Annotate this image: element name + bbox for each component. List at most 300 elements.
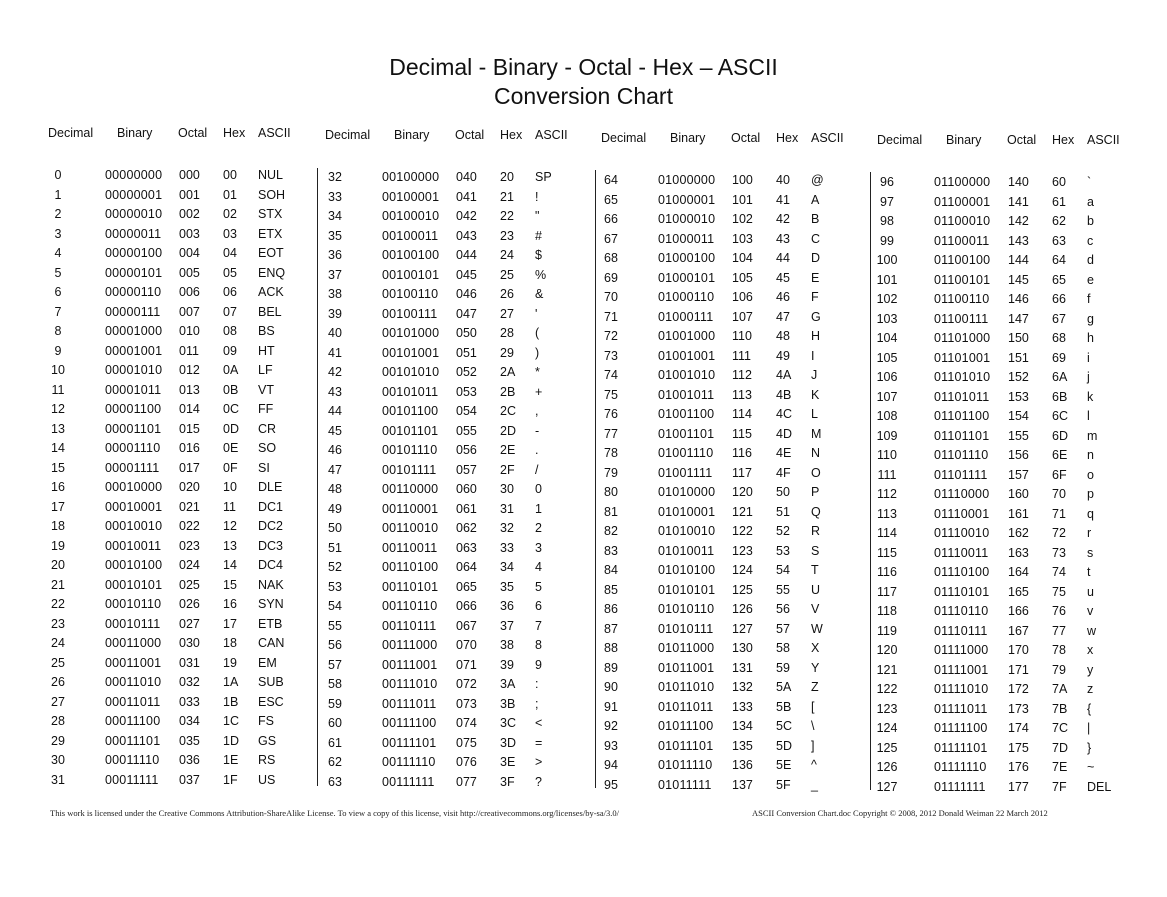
- decimal-value: 78: [604, 446, 618, 460]
- binary-value: 01101011: [934, 389, 990, 404]
- header-binary: Binary: [117, 126, 153, 140]
- binary-value: 01100000: [934, 175, 991, 189]
- decimal-value: 118: [877, 604, 897, 618]
- hex-value: 36: [500, 599, 514, 613]
- decimal-value: 98: [880, 214, 894, 228]
- binary-value: 00111111: [382, 774, 435, 789]
- decimal-value: 86: [604, 602, 618, 616]
- ascii-value: SYN: [258, 597, 284, 611]
- decimal-value: 67: [604, 231, 618, 246]
- decimal-value: 20: [51, 558, 65, 572]
- hex-value: 09: [223, 343, 237, 358]
- decimal-value: 25: [51, 655, 65, 670]
- hex-value: 73: [1052, 545, 1066, 560]
- decimal-value: 55: [328, 618, 342, 633]
- octal-value: 106: [732, 290, 753, 304]
- ascii-value: 7: [535, 618, 542, 633]
- binary-value: 01001100: [658, 407, 715, 421]
- octal-value: 051: [456, 345, 477, 360]
- hex-value: 13: [223, 538, 237, 553]
- binary-value: 00000010: [105, 207, 163, 221]
- ascii-value: `: [1087, 175, 1092, 189]
- octal-value: 130: [732, 641, 753, 655]
- octal-value: 103: [732, 231, 753, 246]
- ascii-value: RS: [258, 753, 276, 767]
- ascii-value: ?: [535, 774, 542, 789]
- ascii-value: $: [535, 248, 542, 262]
- octal-value: 166: [1008, 604, 1029, 618]
- ascii-value: FS: [258, 714, 274, 728]
- octal-value: 121: [732, 504, 753, 519]
- binary-value: 00101110: [382, 443, 438, 457]
- binary-value: 01100111: [934, 311, 989, 326]
- decimal-value: 19: [51, 538, 65, 553]
- decimal-value: 97: [880, 194, 894, 209]
- hex-value: 48: [776, 329, 790, 343]
- decimal-value: 37: [328, 267, 342, 282]
- binary-value: 01101101: [934, 428, 990, 443]
- ascii-value: HT: [258, 343, 275, 358]
- binary-value: 01011001: [658, 660, 715, 675]
- decimal-value: 105: [876, 350, 898, 365]
- hex-value: 55: [776, 582, 790, 597]
- ascii-value: DC1: [258, 499, 284, 514]
- header-ascii: ASCII: [811, 131, 844, 145]
- decimal-value: 26: [51, 675, 65, 689]
- ascii-value: O: [811, 465, 821, 480]
- hex-value: 7A: [1052, 682, 1068, 696]
- hex-value: 32: [500, 521, 514, 535]
- hex-value: 5B: [776, 699, 792, 714]
- ascii-value: =: [535, 735, 543, 750]
- decimal-value: 65: [604, 192, 618, 207]
- header-decimal: Decimal: [601, 131, 647, 145]
- octal-value: 077: [456, 774, 477, 789]
- ascii-value: d: [1087, 253, 1094, 267]
- ascii-value: :: [535, 677, 539, 691]
- hex-value: 21: [500, 189, 514, 204]
- hex-value: 07: [223, 304, 237, 319]
- binary-value: 01101111: [934, 467, 988, 482]
- decimal-value: 10: [51, 363, 65, 377]
- octal-value: 120: [732, 485, 753, 499]
- hex-value: 0C: [223, 402, 239, 416]
- hex-value: 4A: [776, 368, 792, 382]
- hex-value: 63: [1052, 233, 1066, 248]
- octal-value: 110: [732, 329, 752, 343]
- octal-value: 152: [1008, 370, 1029, 384]
- hex-value: 04: [223, 246, 237, 260]
- binary-value: 01010000: [658, 485, 716, 499]
- hex-value: 79: [1052, 662, 1066, 677]
- binary-value: 00000000: [105, 168, 163, 182]
- decimal-value: 116: [877, 565, 897, 579]
- octal-value: 063: [456, 540, 477, 555]
- binary-value: 01011101: [658, 738, 714, 753]
- ascii-value: U: [811, 582, 821, 597]
- binary-value: 01010110: [658, 602, 715, 616]
- octal-value: 053: [456, 384, 477, 399]
- hex-value: 02: [223, 207, 237, 221]
- ascii-value: Z: [811, 680, 819, 694]
- octal-value: 147: [1008, 311, 1029, 326]
- binary-value: 00011101: [105, 733, 161, 748]
- decimal-value: 58: [328, 677, 342, 691]
- hex-value: 67: [1052, 311, 1066, 326]
- octal-value: 144: [1008, 253, 1029, 267]
- octal-value: 111: [732, 348, 752, 363]
- decimal-value: 34: [328, 209, 342, 223]
- hex-value: 50: [776, 485, 790, 499]
- hex-value: 26: [500, 287, 514, 301]
- decimal-value: 54: [328, 599, 342, 613]
- binary-value: 00010000: [105, 480, 163, 494]
- decimal-value: 74: [604, 368, 618, 382]
- ascii-value: +: [535, 384, 543, 399]
- octal-value: 102: [732, 212, 753, 226]
- ascii-value: NUL: [258, 168, 284, 182]
- hex-value: 69: [1052, 350, 1066, 365]
- hex-value: 70: [1052, 487, 1066, 501]
- binary-value: 00000111: [105, 304, 161, 319]
- decimal-value: 17: [51, 499, 65, 514]
- ascii-value: ESC: [258, 694, 284, 709]
- octal-value: 140: [1008, 175, 1029, 189]
- ascii-value: X: [811, 641, 820, 655]
- binary-value: 00111011: [382, 696, 437, 711]
- ascii-value: LF: [258, 363, 273, 377]
- ascii-value: [: [811, 699, 815, 714]
- octal-value: 104: [732, 251, 753, 265]
- octal-value: 162: [1008, 526, 1029, 540]
- hex-value: 51: [776, 504, 790, 519]
- hex-value: 3C: [500, 716, 516, 730]
- binary-value: 00100001: [382, 189, 440, 204]
- octal-value: 167: [1008, 623, 1029, 638]
- decimal-value: 64: [604, 173, 618, 187]
- decimal-value: 93: [604, 738, 618, 753]
- decimal-value: 40: [328, 326, 342, 340]
- ascii-value: C: [811, 231, 821, 246]
- octal-value: 125: [732, 582, 753, 597]
- ascii-value: K: [811, 387, 820, 402]
- hex-value: 0B: [223, 382, 239, 397]
- octal-value: 126: [732, 602, 753, 616]
- hex-value: 14: [223, 558, 237, 572]
- decimal-value: 33: [328, 189, 342, 204]
- hex-value: 64: [1052, 253, 1066, 267]
- octal-value: 006: [179, 285, 200, 299]
- hex-value: 0F: [223, 460, 238, 475]
- hex-value: 52: [776, 524, 790, 538]
- decimal-value: 9: [54, 343, 62, 358]
- ascii-value: E: [811, 270, 820, 285]
- decimal-value: 4: [54, 246, 62, 260]
- octal-value: 035: [179, 733, 200, 748]
- binary-value: 00010101: [105, 577, 163, 592]
- ascii-value: ,: [535, 404, 539, 418]
- binary-value: 01101000: [934, 331, 991, 345]
- octal-value: 043: [456, 228, 477, 243]
- ascii-value: DEL: [1087, 779, 1112, 794]
- binary-value: 00000100: [105, 246, 163, 260]
- hex-value: 46: [776, 290, 790, 304]
- binary-value: 00101101: [382, 423, 439, 438]
- ascii-value: 4: [535, 560, 542, 574]
- ascii-value: <: [535, 716, 543, 730]
- decimal-value: 115: [877, 545, 897, 560]
- octal-value: 155: [1008, 428, 1029, 443]
- octal-value: 151: [1008, 350, 1029, 365]
- decimal-value: 104: [876, 331, 898, 345]
- binary-value: 00100110: [382, 287, 439, 301]
- octal-value: 066: [456, 599, 477, 613]
- header-hex: Hex: [223, 126, 246, 140]
- ascii-value: US: [258, 772, 276, 787]
- octal-value: 010: [179, 324, 200, 338]
- header-ascii: ASCII: [258, 126, 291, 140]
- binary-value: 00110001: [382, 501, 439, 516]
- decimal-value: 51: [328, 540, 342, 555]
- decimal-value: 103: [876, 311, 898, 326]
- binary-value: 01000100: [658, 251, 716, 265]
- decimal-value: 35: [328, 228, 342, 243]
- ascii-value: S: [811, 543, 820, 558]
- octal-value: 002: [179, 207, 200, 221]
- decimal-value: 122: [876, 682, 898, 696]
- hex-value: 5A: [776, 680, 792, 694]
- hex-value: 33: [500, 540, 514, 555]
- binary-value: 00100010: [382, 209, 440, 223]
- octal-value: 171: [1008, 662, 1029, 677]
- octal-value: 047: [456, 306, 477, 321]
- hex-value: 28: [500, 326, 514, 340]
- binary-value: 00111110: [382, 755, 436, 769]
- decimal-value: 73: [604, 348, 618, 363]
- decimal-value: 22: [51, 597, 65, 611]
- decimal-value: 13: [51, 421, 65, 436]
- ascii-value: j: [1087, 370, 1090, 384]
- binary-value: 01010011: [658, 543, 715, 558]
- decimal-value: 127: [876, 779, 898, 794]
- ascii-value: v: [1087, 604, 1094, 618]
- decimal-value: 88: [604, 641, 618, 655]
- hex-value: 35: [500, 579, 514, 594]
- decimal-value: 63: [328, 774, 342, 789]
- ascii-value: EM: [258, 655, 277, 670]
- hex-value: 16: [223, 597, 237, 611]
- decimal-value: 18: [51, 519, 65, 533]
- octal-value: 112: [732, 368, 752, 382]
- header-binary: Binary: [670, 131, 706, 145]
- ascii-value: \: [811, 719, 815, 733]
- hex-value: 53: [776, 543, 790, 558]
- binary-value: 01001010: [658, 368, 716, 382]
- decimal-value: 112: [877, 487, 897, 501]
- ascii-value: ETX: [258, 226, 283, 241]
- binary-value: 00100011: [382, 228, 439, 243]
- binary-value: 01000000: [658, 173, 716, 187]
- chart-title: Decimal - Binary - Octal - Hex – ASCII: [389, 54, 778, 80]
- ascii-value: -: [535, 423, 540, 438]
- hex-value: 01: [223, 187, 237, 202]
- hex-value: 42: [776, 212, 790, 226]
- ascii-value: h: [1087, 331, 1094, 345]
- decimal-value: 5: [54, 265, 62, 280]
- ascii-value: |: [1087, 721, 1091, 735]
- hex-value: 06: [223, 285, 237, 299]
- binary-value: 00110101: [382, 579, 439, 594]
- ascii-value: M: [811, 426, 822, 441]
- decimal-value: 106: [876, 370, 898, 384]
- octal-value: 154: [1008, 409, 1029, 423]
- binary-value: 01111100: [934, 721, 988, 735]
- binary-value: 01100001: [934, 194, 991, 209]
- ascii-value: t: [1087, 565, 1091, 579]
- decimal-value: 117: [877, 584, 897, 599]
- decimal-value: 16: [51, 480, 65, 494]
- ascii-value: D: [811, 251, 821, 265]
- hex-value: 1B: [223, 694, 239, 709]
- ascii-value: /: [535, 462, 539, 477]
- decimal-value: 124: [876, 721, 898, 735]
- ascii-value: !: [535, 189, 539, 204]
- hex-value: 57: [776, 621, 790, 636]
- octal-value: 046: [456, 287, 477, 301]
- octal-value: 050: [456, 326, 477, 340]
- ascii-value: DC3: [258, 538, 284, 553]
- binary-value: 01110001: [934, 506, 990, 521]
- octal-value: 145: [1008, 272, 1029, 287]
- ascii-value: R: [811, 524, 821, 538]
- octal-value: 062: [456, 521, 477, 535]
- ascii-value: G: [811, 309, 821, 324]
- octal-value: 173: [1008, 701, 1029, 716]
- octal-value: 172: [1008, 682, 1029, 696]
- hex-value: 45: [776, 270, 790, 285]
- hex-value: 5C: [776, 719, 792, 733]
- hex-value: 77: [1052, 623, 1066, 638]
- ascii-value: SOH: [258, 187, 286, 202]
- hex-value: 74: [1052, 565, 1066, 579]
- ascii-value: #: [535, 228, 542, 243]
- octal-value: 056: [456, 443, 477, 457]
- binary-value: 00111101: [382, 735, 437, 750]
- chart-subtitle: Conversion Chart: [494, 83, 673, 109]
- hex-value: 75: [1052, 584, 1066, 599]
- decimal-value: 31: [51, 772, 65, 787]
- decimal-value: 77: [604, 426, 618, 441]
- ascii-value: b: [1087, 214, 1094, 228]
- decimal-value: 80: [604, 485, 618, 499]
- hex-value: 2D: [500, 423, 516, 438]
- decimal-value: 89: [604, 660, 618, 675]
- hex-value: 72: [1052, 526, 1066, 540]
- binary-value: 00011001: [105, 655, 162, 670]
- octal-value: 101: [732, 192, 753, 207]
- binary-value: 00101000: [382, 326, 440, 340]
- octal-value: 060: [456, 482, 477, 496]
- hex-value: 68: [1052, 331, 1066, 345]
- header-binary: Binary: [394, 128, 430, 142]
- ascii-value: ': [535, 306, 538, 321]
- hex-value: 18: [223, 636, 237, 650]
- header-decimal: Decimal: [325, 128, 371, 142]
- octal-value: 161: [1008, 506, 1029, 521]
- table-block-2: [325, 128, 595, 798]
- decimal-value: 69: [604, 270, 618, 285]
- ascii-value: m: [1087, 428, 1098, 443]
- ascii-value: 6: [535, 599, 542, 613]
- hex-value: 39: [500, 657, 514, 672]
- header-decimal: Decimal: [48, 126, 94, 140]
- binary-value: 01011011: [658, 699, 714, 714]
- decimal-value: 38: [328, 287, 342, 301]
- octal-value: 157: [1008, 467, 1029, 482]
- octal-value: 044: [456, 248, 477, 262]
- ascii-value: w: [1087, 623, 1097, 638]
- hex-value: 2B: [500, 384, 516, 399]
- hex-value: 6C: [1052, 409, 1068, 423]
- decimal-value: 85: [604, 582, 618, 597]
- decimal-value: 47: [328, 462, 342, 477]
- binary-value: 01111110: [934, 760, 987, 774]
- ascii-value: e: [1087, 272, 1094, 287]
- binary-value: 01000001: [658, 192, 716, 207]
- octal-value: 132: [732, 680, 753, 694]
- binary-value: 00001010: [105, 363, 163, 377]
- ascii-value: B: [811, 212, 820, 226]
- octal-value: 057: [456, 462, 477, 477]
- binary-value: 01011100: [658, 719, 714, 733]
- binary-value: 01101100: [934, 409, 990, 423]
- octal-value: 017: [179, 460, 200, 475]
- octal-value: 133: [732, 699, 753, 714]
- decimal-value: 21: [51, 577, 65, 592]
- ascii-value: s: [1087, 545, 1094, 560]
- binary-value: 01001011: [658, 387, 715, 402]
- decimal-value: 95: [604, 777, 618, 792]
- ascii-value: o: [1087, 467, 1094, 482]
- hex-value: 03: [223, 226, 237, 241]
- octal-value: 105: [732, 270, 753, 285]
- hex-value: 19: [223, 655, 237, 670]
- binary-value: 01011110: [658, 758, 713, 772]
- binary-value: 01100110: [934, 292, 990, 306]
- binary-value: 00111100: [382, 716, 437, 730]
- octal-value: 003: [179, 226, 200, 241]
- binary-value: 00010011: [105, 538, 162, 553]
- octal-value: 136: [732, 758, 753, 772]
- octal-value: 005: [179, 265, 200, 280]
- decimal-value: 30: [51, 753, 65, 767]
- hex-value: 0A: [223, 363, 239, 377]
- binary-value: 00001101: [105, 421, 162, 436]
- hex-value: 15: [223, 577, 237, 592]
- octal-value: 016: [179, 441, 200, 455]
- hex-value: 66: [1052, 292, 1066, 306]
- octal-value: 123: [732, 543, 753, 558]
- binary-value: 00000101: [105, 265, 163, 280]
- ascii-value: ~: [1087, 760, 1095, 774]
- hex-value: 4C: [776, 407, 792, 421]
- octal-value: 030: [179, 636, 200, 650]
- ascii-value: N: [811, 446, 821, 460]
- decimal-value: 66: [604, 212, 618, 226]
- octal-value: 014: [179, 402, 200, 416]
- decimal-value: 42: [328, 365, 342, 379]
- ascii-value: r: [1087, 526, 1092, 540]
